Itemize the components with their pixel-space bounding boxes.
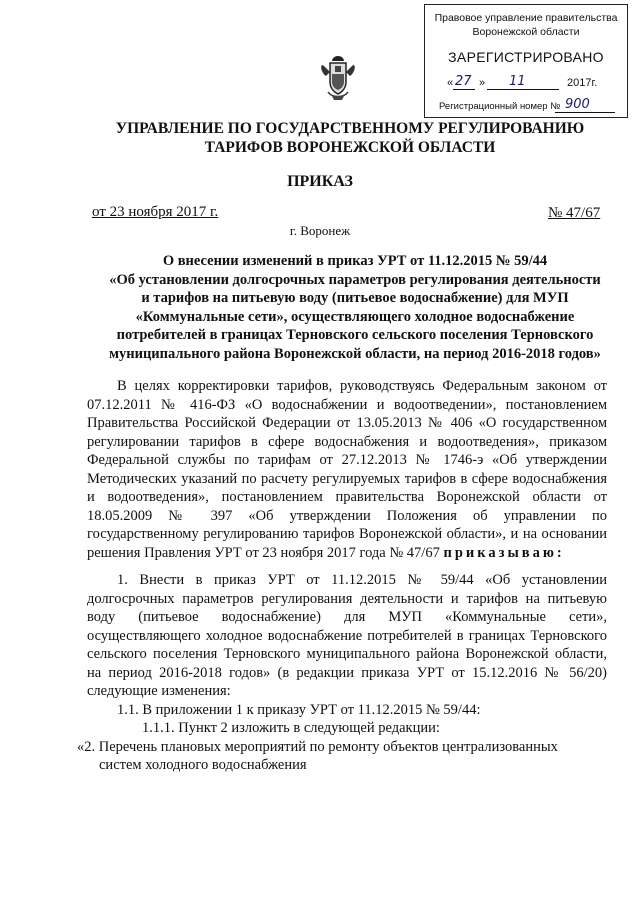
coat-of-arms-icon [318, 52, 358, 102]
document-body [77, 377, 607, 775]
authority-line1: УПРАВЛЕНИЕ ПО ГОСУДАРСТВЕННОМУ РЕГУЛИРОВАНИЮ [115, 120, 585, 137]
preamble-paragraph [87, 377, 607, 562]
stamp-date-day: 27 [455, 74, 472, 89]
stamp-organization [425, 11, 627, 39]
stamp-org-line2: Воронежской области [472, 26, 580, 38]
order-word: приказываю: [443, 544, 565, 561]
stamp-reg-number-label: Регистрационный номер № [439, 101, 561, 112]
clause-2-line1: «2. Перечень плановых мероприятий по ремонту объектов централизованных [77, 738, 558, 755]
document-subject [85, 252, 625, 364]
stamp-number-underline [555, 112, 615, 113]
document-type: ПРИКАЗ [287, 173, 353, 190]
subject-line: «Об установлении долгосрочных параметров регулирования деятельности [109, 271, 601, 288]
stamp-date-year: 2017г. [567, 77, 598, 89]
clause-1-1: 1.1. В приложении 1 к приказу УРТ от 11.12.2015 № 59/44: [117, 701, 481, 718]
clause-2-heading [77, 738, 607, 775]
clause-1: 1. Внести в приказ УРТ от 11.12.2015 № 59/44 «Об установлении долгосрочных параметров регулирования деятельности и тарифов на питьевую воду (питьевое водоснабжение) для МУП «Коммунальные сети», осуществляющего холодное водоснабжение потребителей в границах Терновского сельского поселения Терновского муниципального района Воронежской области, на период 2016-2018 годов» (в редакции приказа УРТ от 15.12.2016 № 56/20) следующие изменения: [87, 572, 607, 699]
stamp-status: ЗАРЕГИСТРИРОВАНО [448, 49, 604, 65]
clause-1-1-1: 1.1.1. Пункт 2 изложить в следующей редакции: [142, 720, 440, 736]
stamp-date-close-quote: » [479, 77, 486, 89]
order-number: № 47/67 [548, 205, 601, 221]
stamp-reg-number [439, 97, 590, 112]
clause-2-line2: систем холодного водоснабжения [99, 757, 307, 773]
order-date: от 23 ноября 2017 г. [92, 204, 219, 220]
city: г. Воронеж [289, 223, 351, 238]
stamp-org-line1: Правовое управление правительства [434, 12, 618, 24]
stamp-day-underline [453, 89, 475, 90]
stamp-reg-number-value: 900 [565, 97, 590, 112]
stamp-month-underline [487, 89, 559, 90]
stamp-date-month: 11 [509, 74, 526, 89]
registration-stamp [424, 4, 628, 118]
authority-line2: ТАРИФОВ ВОРОНЕЖСКОЙ ОБЛАСТИ [204, 139, 496, 156]
subject-line: О внесении изменений в приказ УРТ от 11.12.2015 № 59/44 [162, 253, 548, 269]
stamp-date [447, 74, 622, 93]
subject-line: «Коммунальные сети», осуществляющего холодное водоснабжение [135, 308, 575, 325]
preamble-text: В целях корректировки тарифов, руководствуясь Федеральным законом от 07.12.2011 № 416-ФЗ «О водоснабжении и водоотведении», постановлением Правительства Российской Федерации от 13.05.2013 № 406 «О государственном регулировании тарифов в сфере водоснабжения и водоотведения», приказом Федеральной службы по тарифам от 27.12.2013 № 1746-э «Об утверждении Методических указаний по расчету регулируемых тарифов в сфере водоснабжения и водоотведения», постановлением правительства Воронежской области от 18.05.2009 № 397 «Об утверждении Положения об управлении по государственному регулированию тарифов Воронежской области», и на основании решения Правления УРТ от 23 ноября 2017 года № 47/67 [87, 378, 607, 561]
authority-name [60, 119, 640, 157]
stamp-date-open-quote: « [447, 77, 454, 89]
subject-line: муниципального района Воронежской области, на период 2016-2018 годов» [109, 345, 601, 362]
subject-line: и тарифов на питьевую воду (питьевое водоснабжение) для МУП [141, 290, 569, 307]
subject-line: потребителей в границах Терновского сельского поселения Терновского [116, 327, 594, 344]
